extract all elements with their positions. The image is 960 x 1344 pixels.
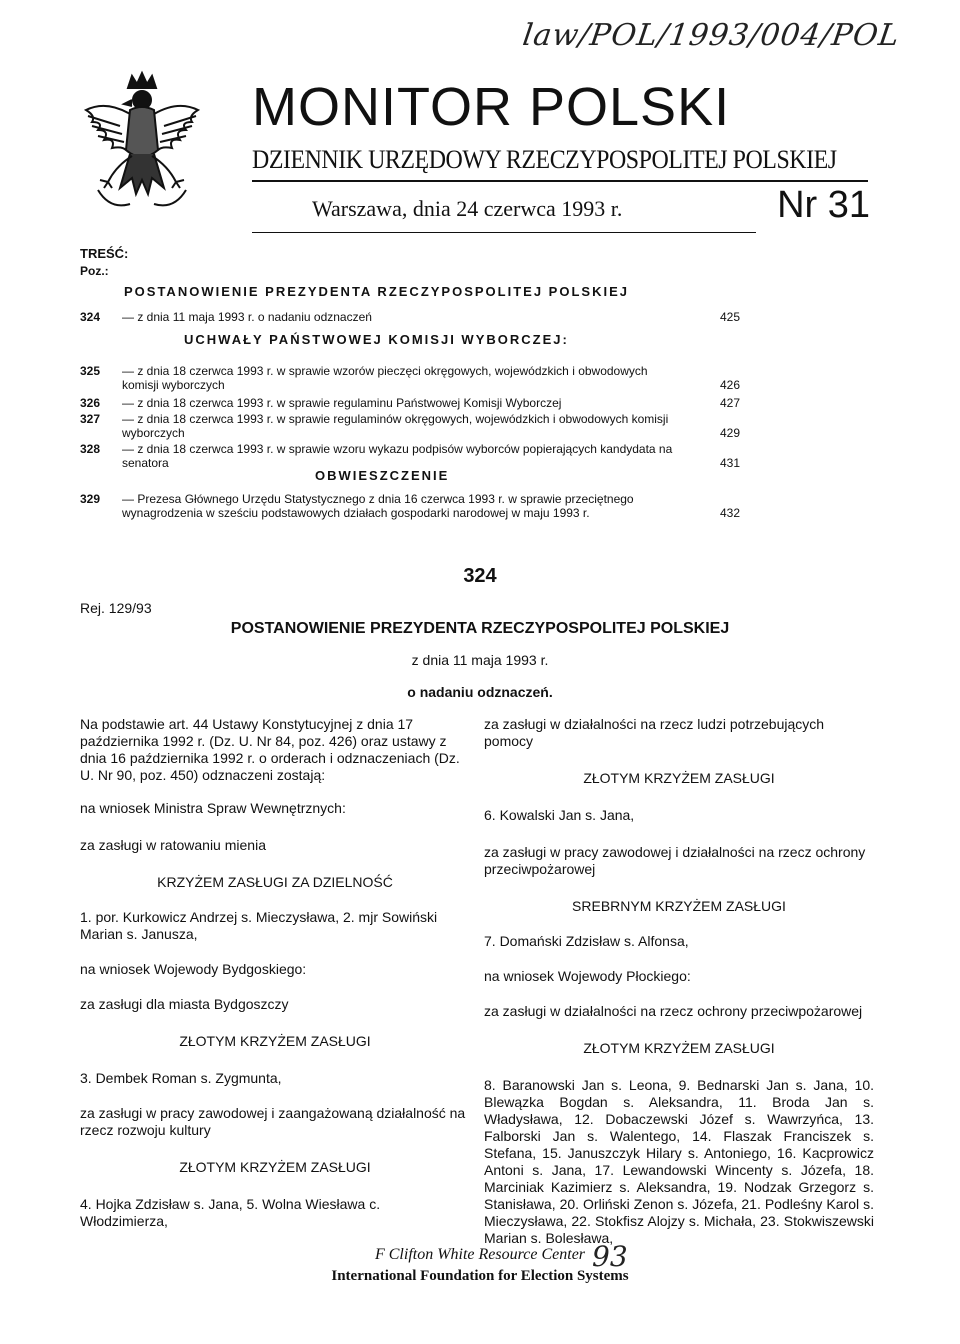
recipient-list: 3. Dembek Roman s. Zygmunta, xyxy=(80,1070,282,1086)
toc-item-number: 329 xyxy=(80,492,101,506)
motion-line: na wniosek Wojewody Płockiego: xyxy=(484,968,691,984)
toc-item-page: 431 xyxy=(719,456,740,470)
masthead-title: MONITOR POLSKI xyxy=(252,77,731,137)
toc-section-heading: OBWIESZCZENIE xyxy=(315,468,450,483)
toc-item-number: 324 xyxy=(80,310,101,324)
recipient-list: 8. Baranowski Jan s. Leona, 9. Bednarski Jan s. Jana, 10. Blewązka Bogdan s. Aleksandra, 11. Broda Jan s. Władysława, 12. Dobaczewski Józef s. Wawrzyńca, 13. Falborski Jan s. Walentego, 14. Flaszak Franciszek s. Stefana, 15. Januszczyk Hilary s. Antoniego, 16. Kacprowicz Antoni s. Jana, 17. Lewandowski Wincenty s. Józefa, 18. Marciniak Kazimierz s. Aleksandra, 19. Nodzak Grzegorz s. Stanisława, 20. Orliński Zenon s. Józefa, 21. Podleśny Karol s. Mieczysława, 22. Stokfisz Alojzy s. Michała, 23. Stokwiszewski Marian s. Bolesława, xyxy=(484,1077,874,1246)
footer-stamp-line1: F Clifton White Resource Center xyxy=(374,1246,586,1263)
act-title: POSTANOWIENIE PREZYDENTA RZECZYPOSPOLITEJ POLSKIEJ xyxy=(230,620,730,637)
toc-label: TREŚĆ: xyxy=(80,246,129,261)
recipient-list: 6. Kowalski Jan s. Jana, xyxy=(484,807,635,823)
toc-section-heading: UCHWAŁY PAŃSTWOWEJ KOMISJI WYBORCZEJ: xyxy=(184,332,569,347)
left-column xyxy=(80,716,470,1230)
polish-eagle-emblem xyxy=(80,70,205,225)
toc-poz-label: Poz.: xyxy=(80,264,109,278)
act-subject: o nadaniu odznaczeń. xyxy=(407,684,553,700)
toc-item xyxy=(80,492,740,520)
award-name: ZŁOTYM KRZYŻEM ZASŁUGI xyxy=(179,1033,371,1049)
award-name: ZŁOTYM KRZYŻEM ZASŁUGI xyxy=(583,1040,775,1056)
award-name: ZŁOTYM KRZYŻEM ZASŁUGI xyxy=(179,1159,371,1175)
toc-item-text: — z dnia 18 czerwca 1993 r. w sprawie wzorów pieczęci okręgowych, wojewódzkich i obwodowych komisji wyborczych xyxy=(122,364,648,392)
merit-line: za zasługi w pracy zawodowej i działalności na rzecz ochrony przeciwpożarowej xyxy=(484,844,866,877)
merit-line: za zasługi dla miasta Bydgoszczy xyxy=(80,996,289,1012)
masthead-rule xyxy=(252,180,868,182)
toc-item-page: 425 xyxy=(719,310,740,324)
merit-line: za zasługi w ratowaniu mienia xyxy=(80,837,266,853)
registration-number: Rej. 129/93 xyxy=(80,600,152,616)
footer-stamp-line2: International Foundation for Election Systems xyxy=(331,1268,629,1284)
motion-line: na wniosek Wojewody Bydgoskiego: xyxy=(80,961,307,977)
toc-item-text: — z dnia 11 maja 1993 r. o nadaniu odznaczeń xyxy=(122,310,372,324)
toc-item-number: 328 xyxy=(80,442,101,456)
motion-line: na wniosek Ministra Spraw Wewnętrznych: xyxy=(80,800,346,816)
issue-number: Nr 31 xyxy=(777,184,870,226)
toc-item xyxy=(80,442,740,470)
recipient-list: 7. Domański Zdzisław s. Alfonsa, xyxy=(484,933,689,949)
toc-item-page: 429 xyxy=(719,426,740,440)
merit-line: za zasługi w działalności na rzecz ochrony przeciwpożarowej xyxy=(484,1003,863,1019)
toc-item-text: — Prezesa Głównego Urzędu Statystycznego z dnia 16 czerwca 1993 r. w sprawie przeciętnego wynagrodzenia w sześciu podstawowych działach gospodarki narodowej w maju 1993 r. xyxy=(122,492,634,520)
right-column xyxy=(484,716,874,1247)
act-date: z dnia 11 maja 1993 r. xyxy=(411,652,549,668)
recipient-list: 4. Hojka Zdzisław s. Jana, 5. Wolna Wiesława c. Włodzimierza, xyxy=(80,1196,381,1229)
toc-item-page: 427 xyxy=(719,396,740,410)
handwritten-page-mark: 93 xyxy=(592,1240,628,1273)
award-name: ZŁOTYM KRZYŻEM ZASŁUGI xyxy=(583,770,775,786)
toc-section-heading: POSTANOWIENIE PREZYDENTA RZECZYPOSPOLITEJ POLSKIEJ xyxy=(124,284,629,299)
award-name: SREBRNYM KRZYŻEM ZASŁUGI xyxy=(572,898,786,914)
toc-item-number: 326 xyxy=(80,396,101,410)
dateline: Warszawa, dnia 24 czerwca 1993 r. xyxy=(312,196,623,221)
dateline-rule xyxy=(252,232,756,233)
toc-item-page: 432 xyxy=(719,506,740,520)
recipient-list: 1. por. Kurkowicz Andrzej s. Mieczysława, 2. mjr Sowiński Marian s. Janusza, xyxy=(80,909,438,942)
toc-item-number: 325 xyxy=(80,364,101,378)
merit-line: za zasługi w działalności na rzecz ludzi potrzebujących pomocy xyxy=(484,716,825,749)
intro-paragraph: Na podstawie art. 44 Ustawy Konstytucyjnej z dnia 17 października 1992 r. (Dz. U. Nr 84, poz. 426) oraz ustawy z dnia 16 października 1992 r. o orderach i odznaczeniach (Dz. U. Nr 90, poz. 450) odznaczeni zostają: xyxy=(80,716,460,783)
toc-item-text: — z dnia 18 czerwca 1993 r. w sprawie regulaminu Państwowej Komisji Wyborczej xyxy=(122,396,562,410)
merit-line: za zasługi w pracy zawodowej i zaangażowaną działalność na rzecz rozwoju kultury xyxy=(80,1105,466,1138)
toc-item-text: — z dnia 18 czerwca 1993 r. w sprawie regulaminów okręgowych, wojewódzkich i obwodowych komisji wyborczych xyxy=(122,412,669,440)
toc-item xyxy=(80,364,740,392)
toc-item-text: — z dnia 18 czerwca 1993 r. w sprawie wzoru wykazu podpisów wyborców popierających kandydata na senatora xyxy=(122,442,673,470)
toc-item-number: 327 xyxy=(80,412,101,426)
handwritten-reference: law/POL/1993/004/POL xyxy=(520,18,903,53)
toc-item-page: 426 xyxy=(719,378,740,392)
masthead-subtitle: DZIENNIK URZĘDOWY RZECZYPOSPOLITEJ POLSKIEJ xyxy=(252,145,837,174)
act-number: 324 xyxy=(463,565,497,587)
toc-item xyxy=(80,412,740,440)
award-name: KRZYŻEM ZASŁUGI ZA DZIELNOŚĆ xyxy=(157,874,393,890)
